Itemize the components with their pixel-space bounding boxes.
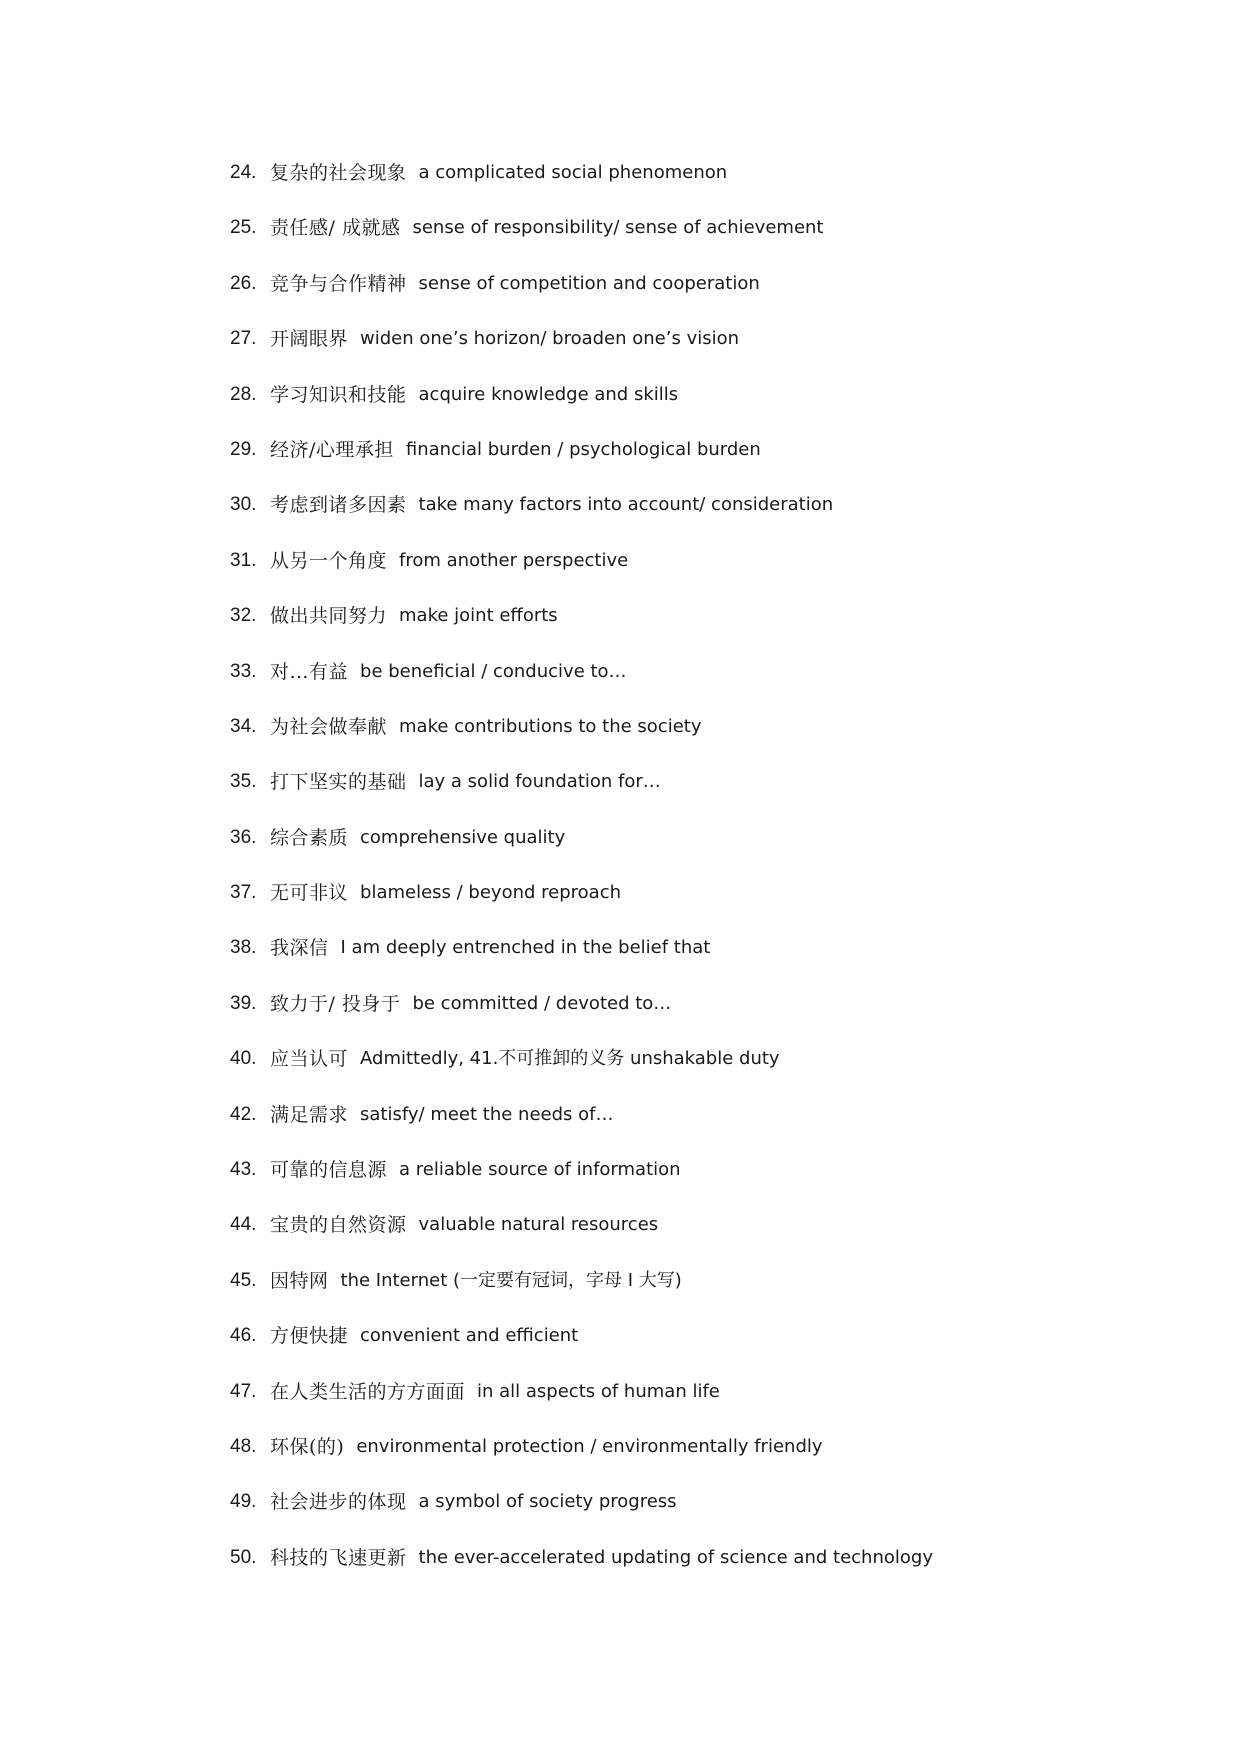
- item-number: 50.: [230, 1546, 257, 1568]
- english-phrase: a reliable source of information: [399, 1159, 681, 1181]
- chinese-phrase: 应当认可: [270, 1048, 349, 1071]
- english-phrase: in all aspects of human life: [477, 1380, 720, 1402]
- item-number: 49.: [230, 1491, 257, 1513]
- chinese-phrase: 经济/心理承担: [270, 438, 394, 461]
- chinese-phrase: 社会进步的体现: [270, 1491, 407, 1514]
- list-item: [230, 825, 1190, 880]
- item-number: 33.: [230, 660, 257, 682]
- english-phrase: sense of competition and cooperation: [418, 272, 760, 294]
- list-item: [230, 659, 1190, 714]
- english-phrase: blameless / beyond reproach: [360, 882, 621, 904]
- english-phrase: valuable natural resources: [418, 1214, 659, 1236]
- list-item: [230, 714, 1190, 769]
- english-phrase: the Internet (一定要有冠词，字母 I 大写): [340, 1269, 682, 1291]
- chinese-phrase: 综合素质: [270, 826, 349, 849]
- chinese-phrase: 可靠的信息源: [270, 1159, 388, 1182]
- list-item: [230, 1434, 1190, 1489]
- chinese-phrase: 致力于/ 投身于: [270, 992, 401, 1015]
- english-phrase: a complicated social phenomenon: [418, 162, 728, 183]
- item-number: 28.: [230, 383, 257, 405]
- chinese-phrase: 因特网: [270, 1269, 329, 1292]
- item-number: 31.: [230, 549, 257, 571]
- english-phrase: financial burden / psychological burden: [405, 438, 761, 460]
- chinese-phrase: 无可非议: [270, 882, 349, 905]
- list-item: [230, 492, 1190, 547]
- list-item: [230, 991, 1190, 1046]
- item-number: 46.: [230, 1325, 257, 1347]
- list-item: [230, 437, 1190, 492]
- list-item: [230, 215, 1190, 270]
- chinese-phrase: 对…有益: [270, 660, 349, 683]
- english-phrase: make joint efforts: [399, 605, 558, 627]
- english-phrase: take many factors into account/ consideration: [418, 494, 834, 516]
- english-phrase: sense of responsibility/ sense of achievement: [412, 217, 824, 239]
- english-phrase: environmental protection / environmentally friendly: [356, 1435, 823, 1457]
- chinese-phrase: 在人类生活的方方面面: [270, 1380, 466, 1403]
- chinese-phrase: 为社会做奉献: [270, 715, 388, 738]
- english-phrase: the ever-accelerated updating of science and technology: [418, 1546, 933, 1568]
- list-item: [230, 1545, 1190, 1600]
- chinese-phrase: 竞争与合作精神: [270, 272, 407, 295]
- item-number: 36.: [230, 826, 257, 848]
- item-number: 25.: [230, 217, 257, 239]
- item-number: 38.: [230, 937, 257, 959]
- item-number: 35.: [230, 771, 257, 793]
- list-item: [230, 603, 1190, 658]
- english-phrase: acquire knowledge and skills: [418, 383, 679, 405]
- chinese-phrase: 科技的飞速更新: [270, 1546, 407, 1569]
- item-number: 39.: [230, 992, 257, 1014]
- item-number: 44.: [230, 1214, 257, 1236]
- chinese-phrase: 打下坚实的基础: [270, 771, 407, 794]
- chinese-phrase: 满足需求: [270, 1103, 349, 1126]
- list-item: [230, 1102, 1190, 1157]
- chinese-phrase: 我深信: [270, 937, 329, 960]
- list-item: [230, 1323, 1190, 1378]
- list-item: [230, 271, 1190, 326]
- list-item: [230, 1157, 1190, 1212]
- item-number: 47.: [230, 1380, 257, 1402]
- english-phrase: a symbol of society progress: [418, 1491, 677, 1513]
- item-number: 48.: [230, 1435, 257, 1457]
- chinese-phrase: 学习知识和技能: [270, 383, 407, 406]
- item-number: 30.: [230, 494, 257, 516]
- phrase-list: [230, 160, 1190, 1600]
- english-phrase: lay a solid foundation for…: [418, 771, 661, 793]
- chinese-phrase: 方便快捷: [270, 1325, 349, 1348]
- item-number: 27.: [230, 328, 257, 350]
- item-number: 26.: [230, 272, 257, 294]
- list-item: [230, 1379, 1190, 1434]
- chinese-phrase: 复杂的社会现象: [270, 162, 407, 184]
- chinese-phrase: 做出共同努力: [270, 605, 388, 628]
- english-phrase: satisfy/ meet the needs of…: [360, 1103, 614, 1125]
- list-item: [230, 1268, 1190, 1323]
- english-phrase: from another perspective: [399, 549, 629, 571]
- list-item: [230, 880, 1190, 935]
- english-phrase: be committed / devoted to…: [412, 992, 672, 1014]
- english-phrase: Admittedly, 41.不可推卸的义务 unshakable duty: [360, 1048, 780, 1070]
- item-number: 29.: [230, 438, 257, 460]
- list-item: [230, 160, 1190, 215]
- list-item: [230, 935, 1190, 990]
- list-item: [230, 326, 1190, 381]
- item-number: 32.: [230, 605, 257, 627]
- english-phrase: make contributions to the society: [399, 715, 702, 737]
- chinese-phrase: 从另一个角度: [270, 549, 388, 572]
- chinese-phrase: 考虑到诸多因素: [270, 494, 407, 517]
- item-number: 42.: [230, 1103, 257, 1125]
- item-number: 40.: [230, 1048, 257, 1070]
- list-item: [230, 1046, 1190, 1101]
- english-phrase: comprehensive quality: [360, 826, 566, 848]
- english-phrase: I am deeply entrenched in the belief that: [340, 937, 711, 959]
- chinese-phrase: 宝贵的自然资源: [270, 1214, 407, 1237]
- chinese-phrase: 责任感/ 成就感: [270, 217, 401, 240]
- item-number: 24.: [230, 162, 257, 183]
- list-item: [230, 769, 1190, 824]
- item-number: 43.: [230, 1159, 257, 1181]
- list-item: [230, 548, 1190, 603]
- list-item: [230, 1489, 1190, 1544]
- item-number: 37.: [230, 882, 257, 904]
- item-number: 34.: [230, 715, 257, 737]
- english-phrase: convenient and efficient: [360, 1325, 579, 1347]
- list-item: [230, 382, 1190, 437]
- english-phrase: widen one’s horizon/ broaden one’s vision: [360, 328, 740, 350]
- chinese-phrase: 环保(的): [270, 1435, 345, 1458]
- chinese-phrase: 开阔眼界: [270, 328, 349, 351]
- list-item: [230, 1212, 1190, 1267]
- item-number: 45.: [230, 1269, 257, 1291]
- english-phrase: be beneficial / conducive to…: [360, 660, 627, 682]
